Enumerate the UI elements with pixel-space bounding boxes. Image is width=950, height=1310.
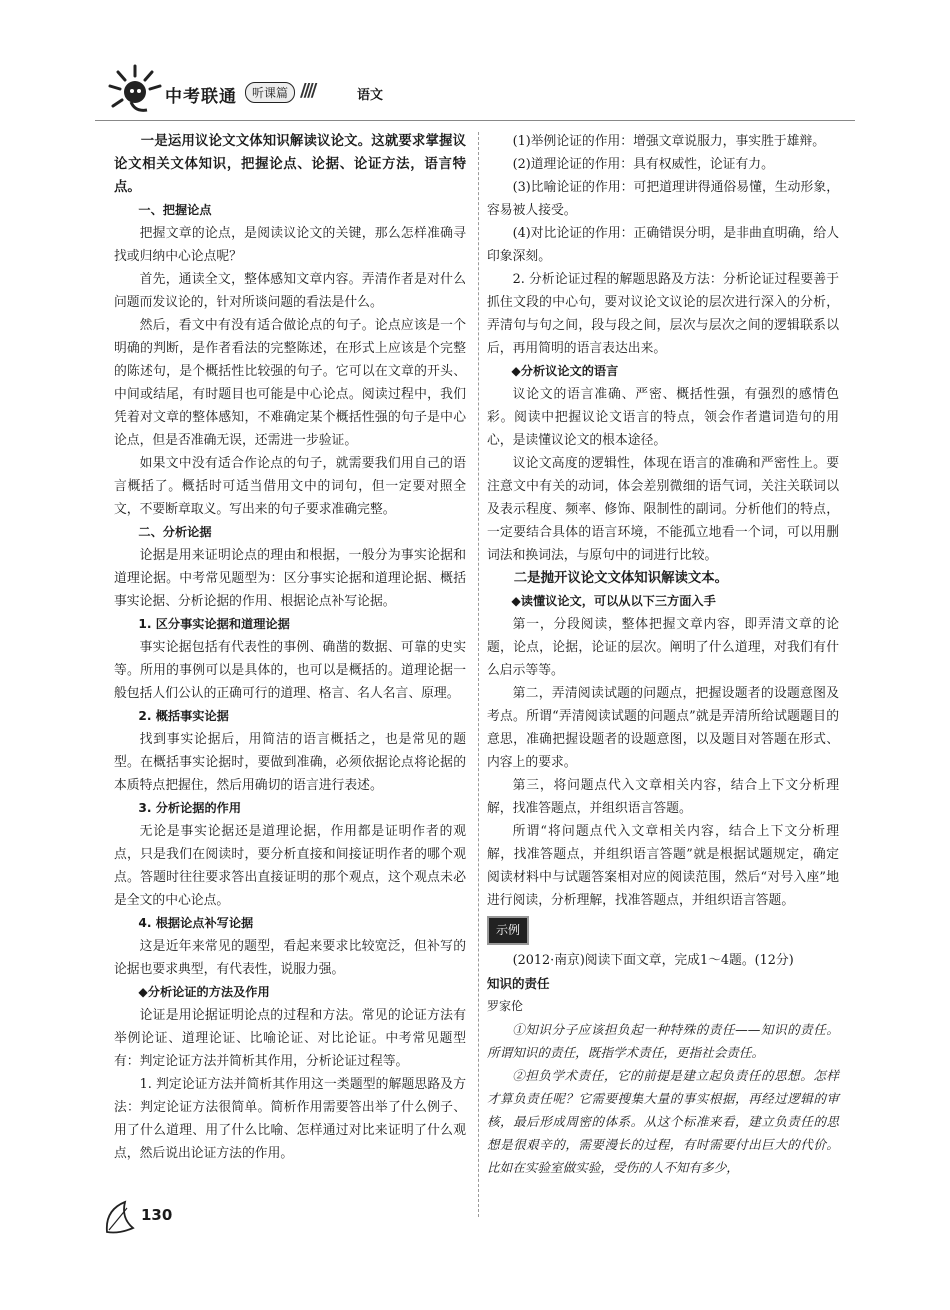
- subheading: 1. 区分事实论据和道理论据: [138, 617, 290, 631]
- paragraph: 论据是用来证明论点的理由和根据，一般分为事实论据和道理论据。中考常见题型为：区分事实论据和道理论据、概括事实论据、分析论据的作用、根据论点补写论据。: [114, 548, 466, 609]
- paragraph: (2)道理论证的作用：具有权威性，论证有力。: [512, 157, 774, 172]
- heading-analyze-evidence: 二、分析论据: [138, 525, 212, 539]
- column-divider: [478, 132, 479, 1217]
- subheading: 4. 根据论点补写论据: [138, 916, 254, 930]
- leaf-icon: [103, 1198, 143, 1236]
- page-number: 130: [141, 1206, 173, 1224]
- paragraph: 第一，分段阅读，整体把握文章内容，即弄清文章的论题，论点，论据，论证的层次。阐明了什么道理，对我们有什么启示等等。: [487, 617, 839, 678]
- example-intro: (2012·南京)阅读下面文章，完成1～4题。(12分): [512, 953, 794, 968]
- paragraph: 如果文中没有适合作论点的句子，就需要我们用自己的语言概括了。概括时可适当借用文中的词句，但一定要对照全文，不要断章取义。写出来的句子要求准确完整。: [114, 456, 466, 517]
- paragraph: 论证是用论据证明论点的过程和方法。常见的论证方法有举例论证、道理论证、比喻论证、对比论证。中考常见题型有：判定论证方法并简析其作用，分析论证过程等。: [114, 1008, 466, 1069]
- paragraph: 1. 判定论证方法并简析其作用这一类题型的解题思路及方法：判定论证方法很简单。简析作用需要答出举了什么例子、用了什么道理、用了什么比喻、怎样通过对比来证明了什么观点，然后说出论证方法的作用。: [114, 1077, 466, 1161]
- example-body: [487, 1018, 839, 1179]
- example-author: 罗家伦: [487, 999, 524, 1013]
- page-number-block: [95, 1196, 185, 1242]
- decorative-slashes: ////: [300, 80, 315, 101]
- paragraph: 第二，弄清阅读试题的问题点，把握设题者的设题意图及考点。所谓“弄清阅读试题的问题点”就是弄清所给试题题目的意思，准确把握设题者的设题意图，以及题目对答题在形式、内容上的要求。: [487, 686, 839, 770]
- paragraph: (4)对比论证的作用：正确错误分明，是非曲直明确，给人印象深刻。: [487, 226, 839, 264]
- example-title: 知识的责任: [487, 976, 550, 991]
- page-header: [95, 62, 855, 118]
- subject-label: 语文: [357, 88, 384, 103]
- paragraph: 把握文章的论点，是阅读议论文的关键，那么怎样准确寻找或归纳中心论点呢？: [114, 226, 466, 264]
- example-label-badge: 示例: [487, 916, 529, 945]
- brand-title: 中考联通: [165, 87, 237, 107]
- lead-paragraph: 一是运用议论文文体知识解读议论文。这就要求掌握议论文相关文体知识，把握论点、论据、论证方法，语言特点。: [114, 134, 466, 195]
- paragraph: 事实论据包括有代表性的事例、确凿的数据、可靠的史实等。所用的事例可以是具体的，也可以是概括的。道理论据一般包括人们公认的正确可行的道理、格言、名人名言、原理。: [114, 640, 466, 701]
- sun-logo-icon: [105, 62, 167, 114]
- heading-grasp-thesis: 一、把握论点: [138, 203, 212, 217]
- paragraph: 2. 分析论证过程的解题思路及方法：分析论证过程要善于抓住文段的中心句，要对议论文议论的层次进行深入的分析，弄清句与句之间，段与段之间，层次与层次之间的逻辑联系以后，再用简明的语言表达出来。: [487, 272, 839, 356]
- section-tag: 听课篇: [245, 82, 295, 103]
- paragraph: (3)比喻论证的作用：可把道理讲得通俗易懂，生动形象，容易被人接受。: [487, 180, 839, 218]
- heading-language-analysis: ◆分析议论文的语言: [511, 364, 619, 378]
- example-paragraph: ②担负学术责任，它的前提是建立起负责任的思想。怎样才算负责任呢？它需要搜集大量的事实根据，再经过逻辑的审核，最后形成周密的体系。从这个标准来看，建立负责任的思想是很艰辛的，需要漫长的过程，有时需要付出巨大的代价。比如在实验室做实验，受伤的人不知有多少，: [487, 1068, 839, 1175]
- heading-argument-methods: ◆分析论证的方法及作用: [138, 985, 270, 999]
- subheading: 3. 分析论据的作用: [138, 801, 242, 815]
- paragraph: 然后，看文中有没有适合做论点的句子。论点应该是一个明确的判断，是作者看法的完整陈述，在形式上应该是个完整的陈述句，是个概括性比较强的句子。它可以在文章的开头、中间或结尾，有时题目也可能是中心论点。阅读过程中，我们凭着对文章的整体感知，不难确定某个概括性强的句子是中心论点，但是否准确无误，还需进一步验证。: [114, 318, 466, 448]
- paragraph: 所谓“将问题点代入文章相关内容，结合上下文分析理解，找准答题点，并组织语言答题”就是根据试题规定，确定阅读材料中与试题答案相对应的阅读范围，然后“对号入座”地进行阅读，分析理解，找准答题点，并组织语言答题。: [487, 824, 839, 908]
- right-column: [487, 130, 839, 1179]
- paragraph: (1)举例论证的作用：增强文章说服力，事实胜于雄辩。: [512, 134, 826, 149]
- example-paragraph: ①知识分子应该担负起一种特殊的责任——知识的责任。所谓知识的责任，既指学术责任，更指社会责任。: [487, 1022, 839, 1060]
- subheading: 2. 概括事实论据: [138, 709, 229, 723]
- heading-reading-steps: ◆读懂议论文，可以从以下三方面入手: [511, 594, 716, 608]
- paragraph: 第三，将问题点代入文章相关内容，结合上下文分析理解，找准答题点，并组织语言答题。: [487, 778, 839, 816]
- paragraph: 议论文高度的逻辑性，体现在语言的准确和严密性上。要注意文中有关的动词，体会差别微细的语气词，关注关联词以及表示程度、频率、修饰、限制性的副词。分析他们的特点，一定要结合具体的语言环境，不能孤立地看一个词，可以用删词法和换词法，与原句中的词进行比较。: [487, 456, 839, 563]
- header-rule: [95, 120, 855, 121]
- paragraph: 无论是事实论据还是道理论据，作用都是证明作者的观点，只是我们在阅读时，要分析直接和间接证明作者的哪个观点。答题时往往要求答出直接证明的那个观点，这个观点未必是全文的中心论点。: [114, 824, 466, 908]
- paragraph: 这是近年来常见的题型，看起来要求比较宽泛，但补写的论据也要求典型，有代表性，说服力强。: [114, 939, 466, 977]
- paragraph: 首先，通读全文，整体感知文章内容。弄清作者是对什么问题而发议论的，针对所谈问题的看法是什么。: [114, 272, 466, 310]
- paragraph: 议论文的语言准确、严密、概括性强，有强烈的感情色彩。阅读中把握议论文语言的特点，领会作者遣词造句的用心，是读懂议论文的根本途径。: [487, 387, 839, 448]
- left-column: [114, 130, 466, 1165]
- paragraph: 找到事实论据后，用简洁的语言概括之，也是常见的题型。在概括事实论据时，要做到准确，必须依据论点将论据的本质特点把握住，然后用确切的语言进行表述。: [114, 732, 466, 793]
- lead-paragraph-2: 二是抛开议论文文体知识解读文本。: [513, 571, 729, 586]
